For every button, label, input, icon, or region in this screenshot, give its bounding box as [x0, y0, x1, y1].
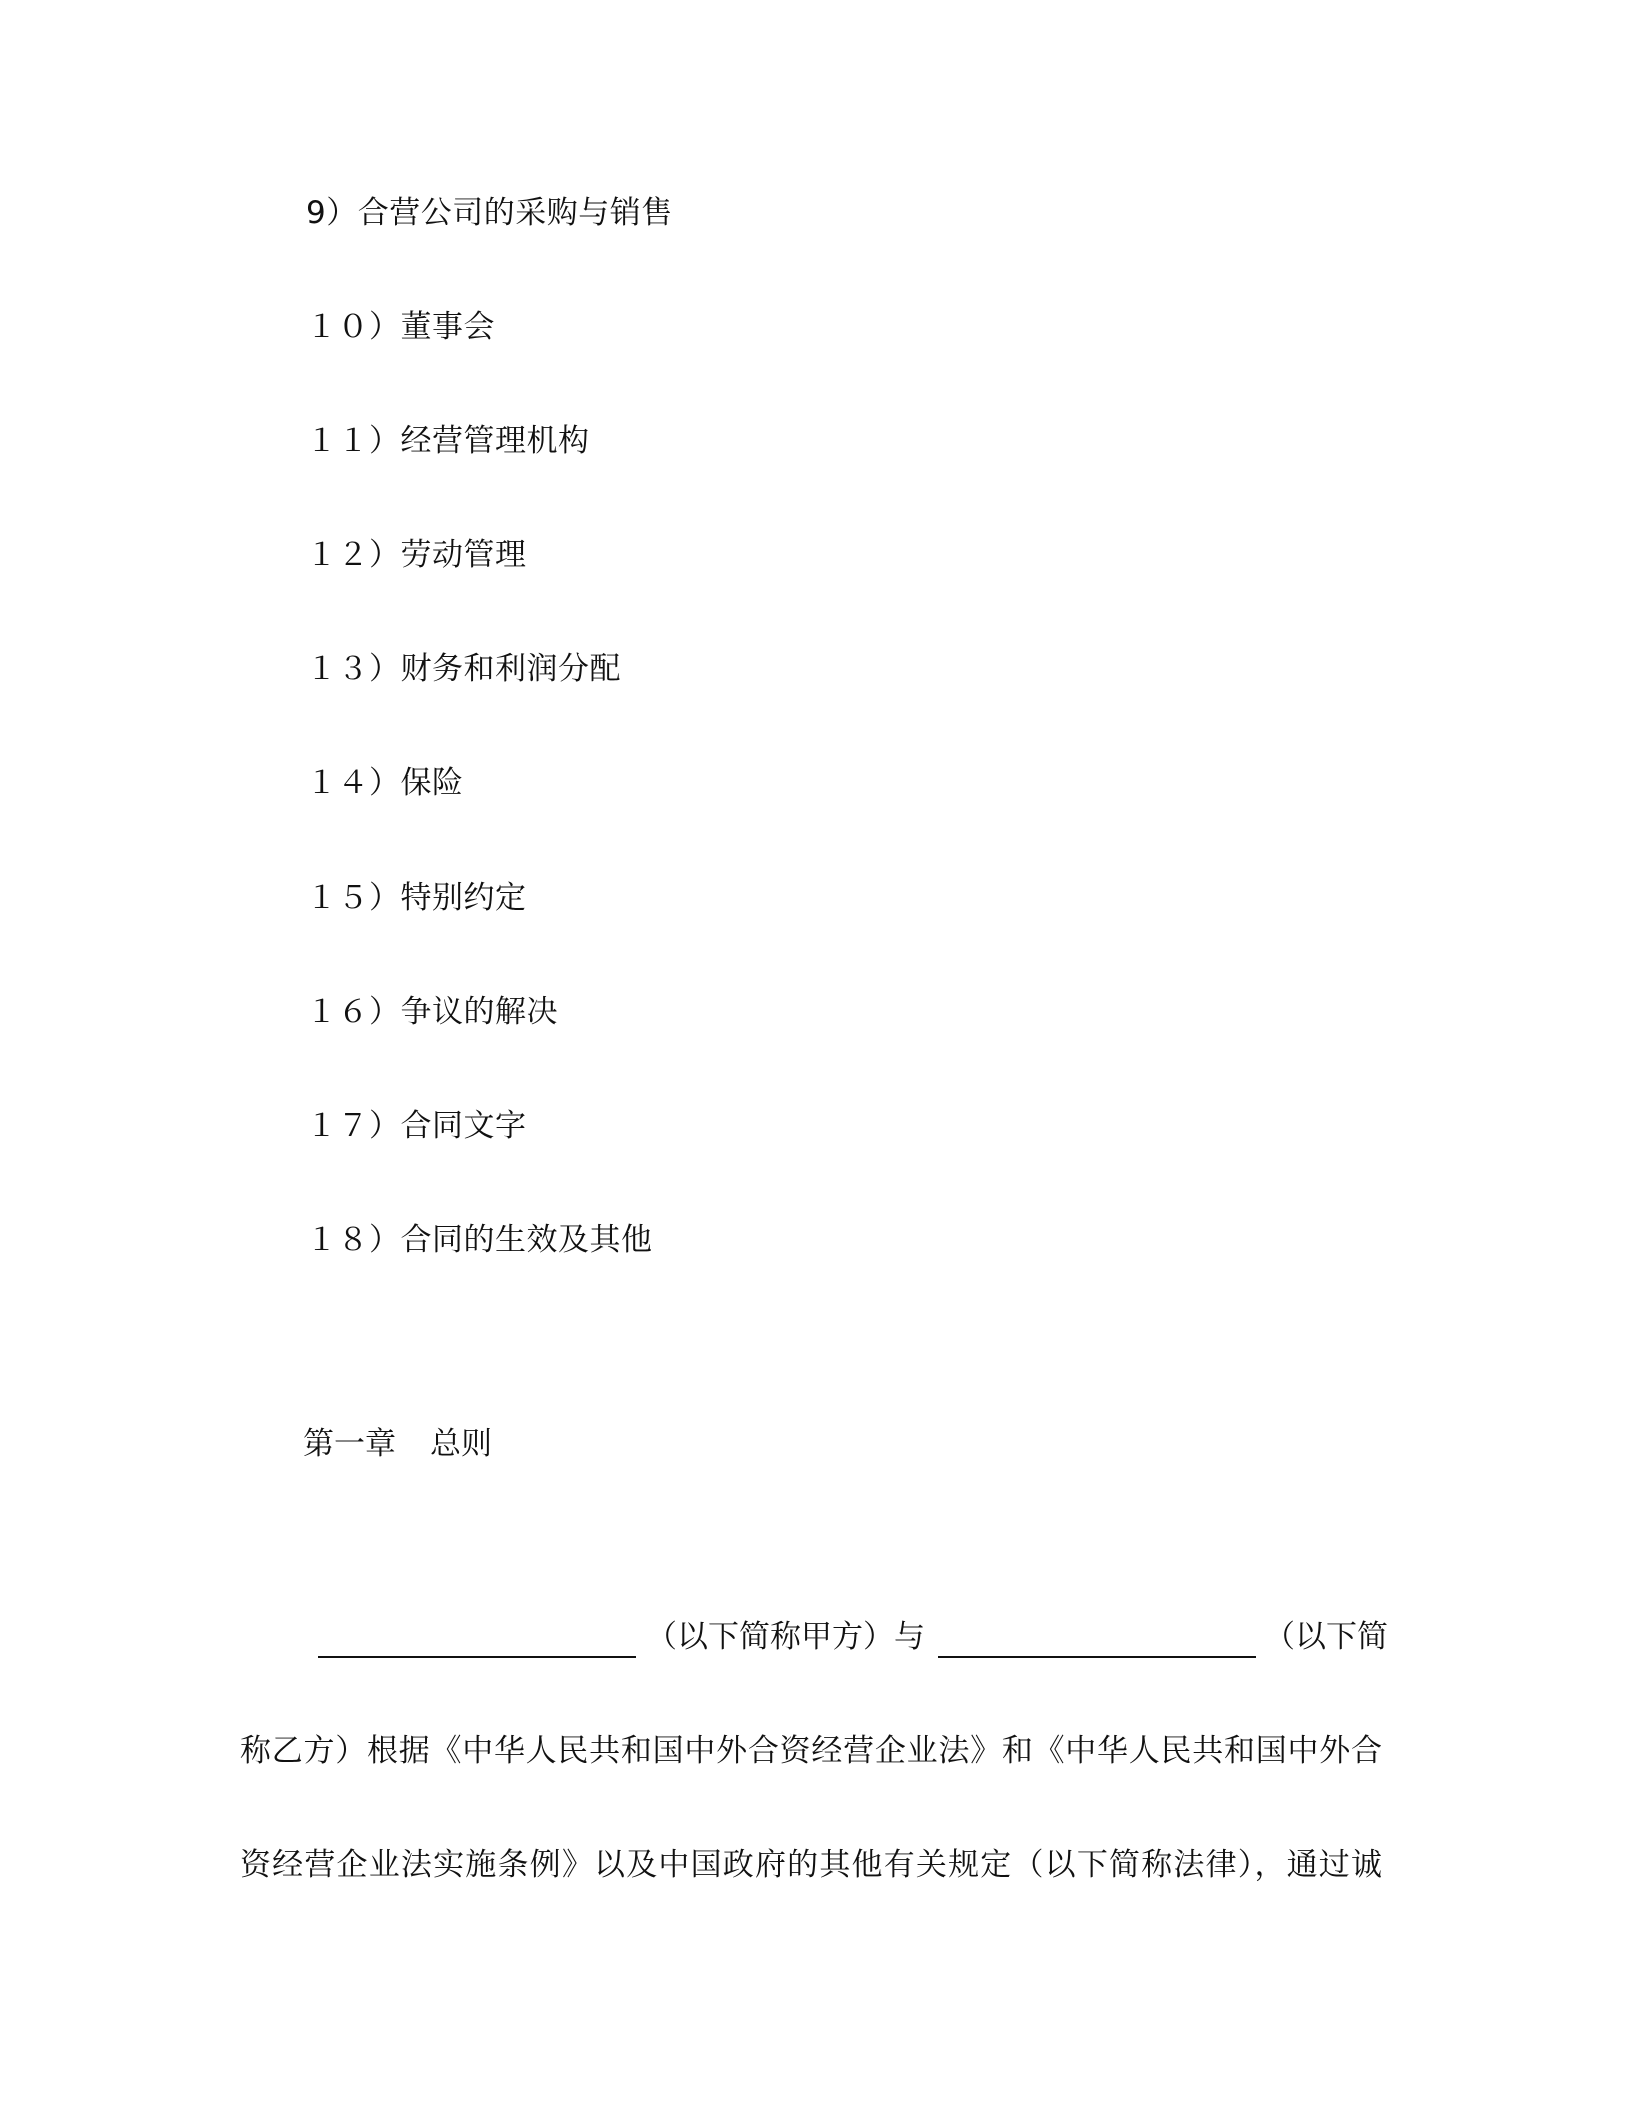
body-line-2: 称乙方）根据《中华人民共和国中外合资经营企业法》和《中华人民共和国中外合 [240, 1733, 1382, 1769]
party-b-blank [938, 1656, 1256, 1658]
toc-item-17: １７）合同文字 [306, 1108, 527, 1144]
body-line-3: 资经营企业法实施条例》以及中国政府的其他有关规定（以下简称法律），通过诚 [240, 1847, 1382, 1883]
party-a-suffix: （以下简称甲方）与 [646, 1619, 925, 1655]
toc-item-10: １０）董事会 [306, 309, 495, 345]
toc-item-11: １１）经营管理机构 [306, 423, 590, 459]
toc-item-18: １８）合同的生效及其他 [306, 1222, 653, 1258]
chapter-number: 第一章 [303, 1426, 396, 1462]
chapter-title: 总则 [430, 1426, 492, 1462]
toc-item-15: １５）特别约定 [306, 880, 527, 916]
toc-item-12: １２）劳动管理 [306, 537, 527, 573]
toc-item-16: １６）争议的解决 [306, 994, 558, 1030]
party-a-blank [318, 1656, 636, 1658]
toc-item-14: １４）保险 [306, 765, 464, 801]
toc-item-13: １３）财务和利润分配 [306, 651, 621, 687]
chapter-heading [303, 1424, 492, 1464]
party-b-suffix: （以下简 [1264, 1619, 1388, 1655]
toc-item-9: 9）合营公司的采购与销售 [306, 195, 673, 231]
